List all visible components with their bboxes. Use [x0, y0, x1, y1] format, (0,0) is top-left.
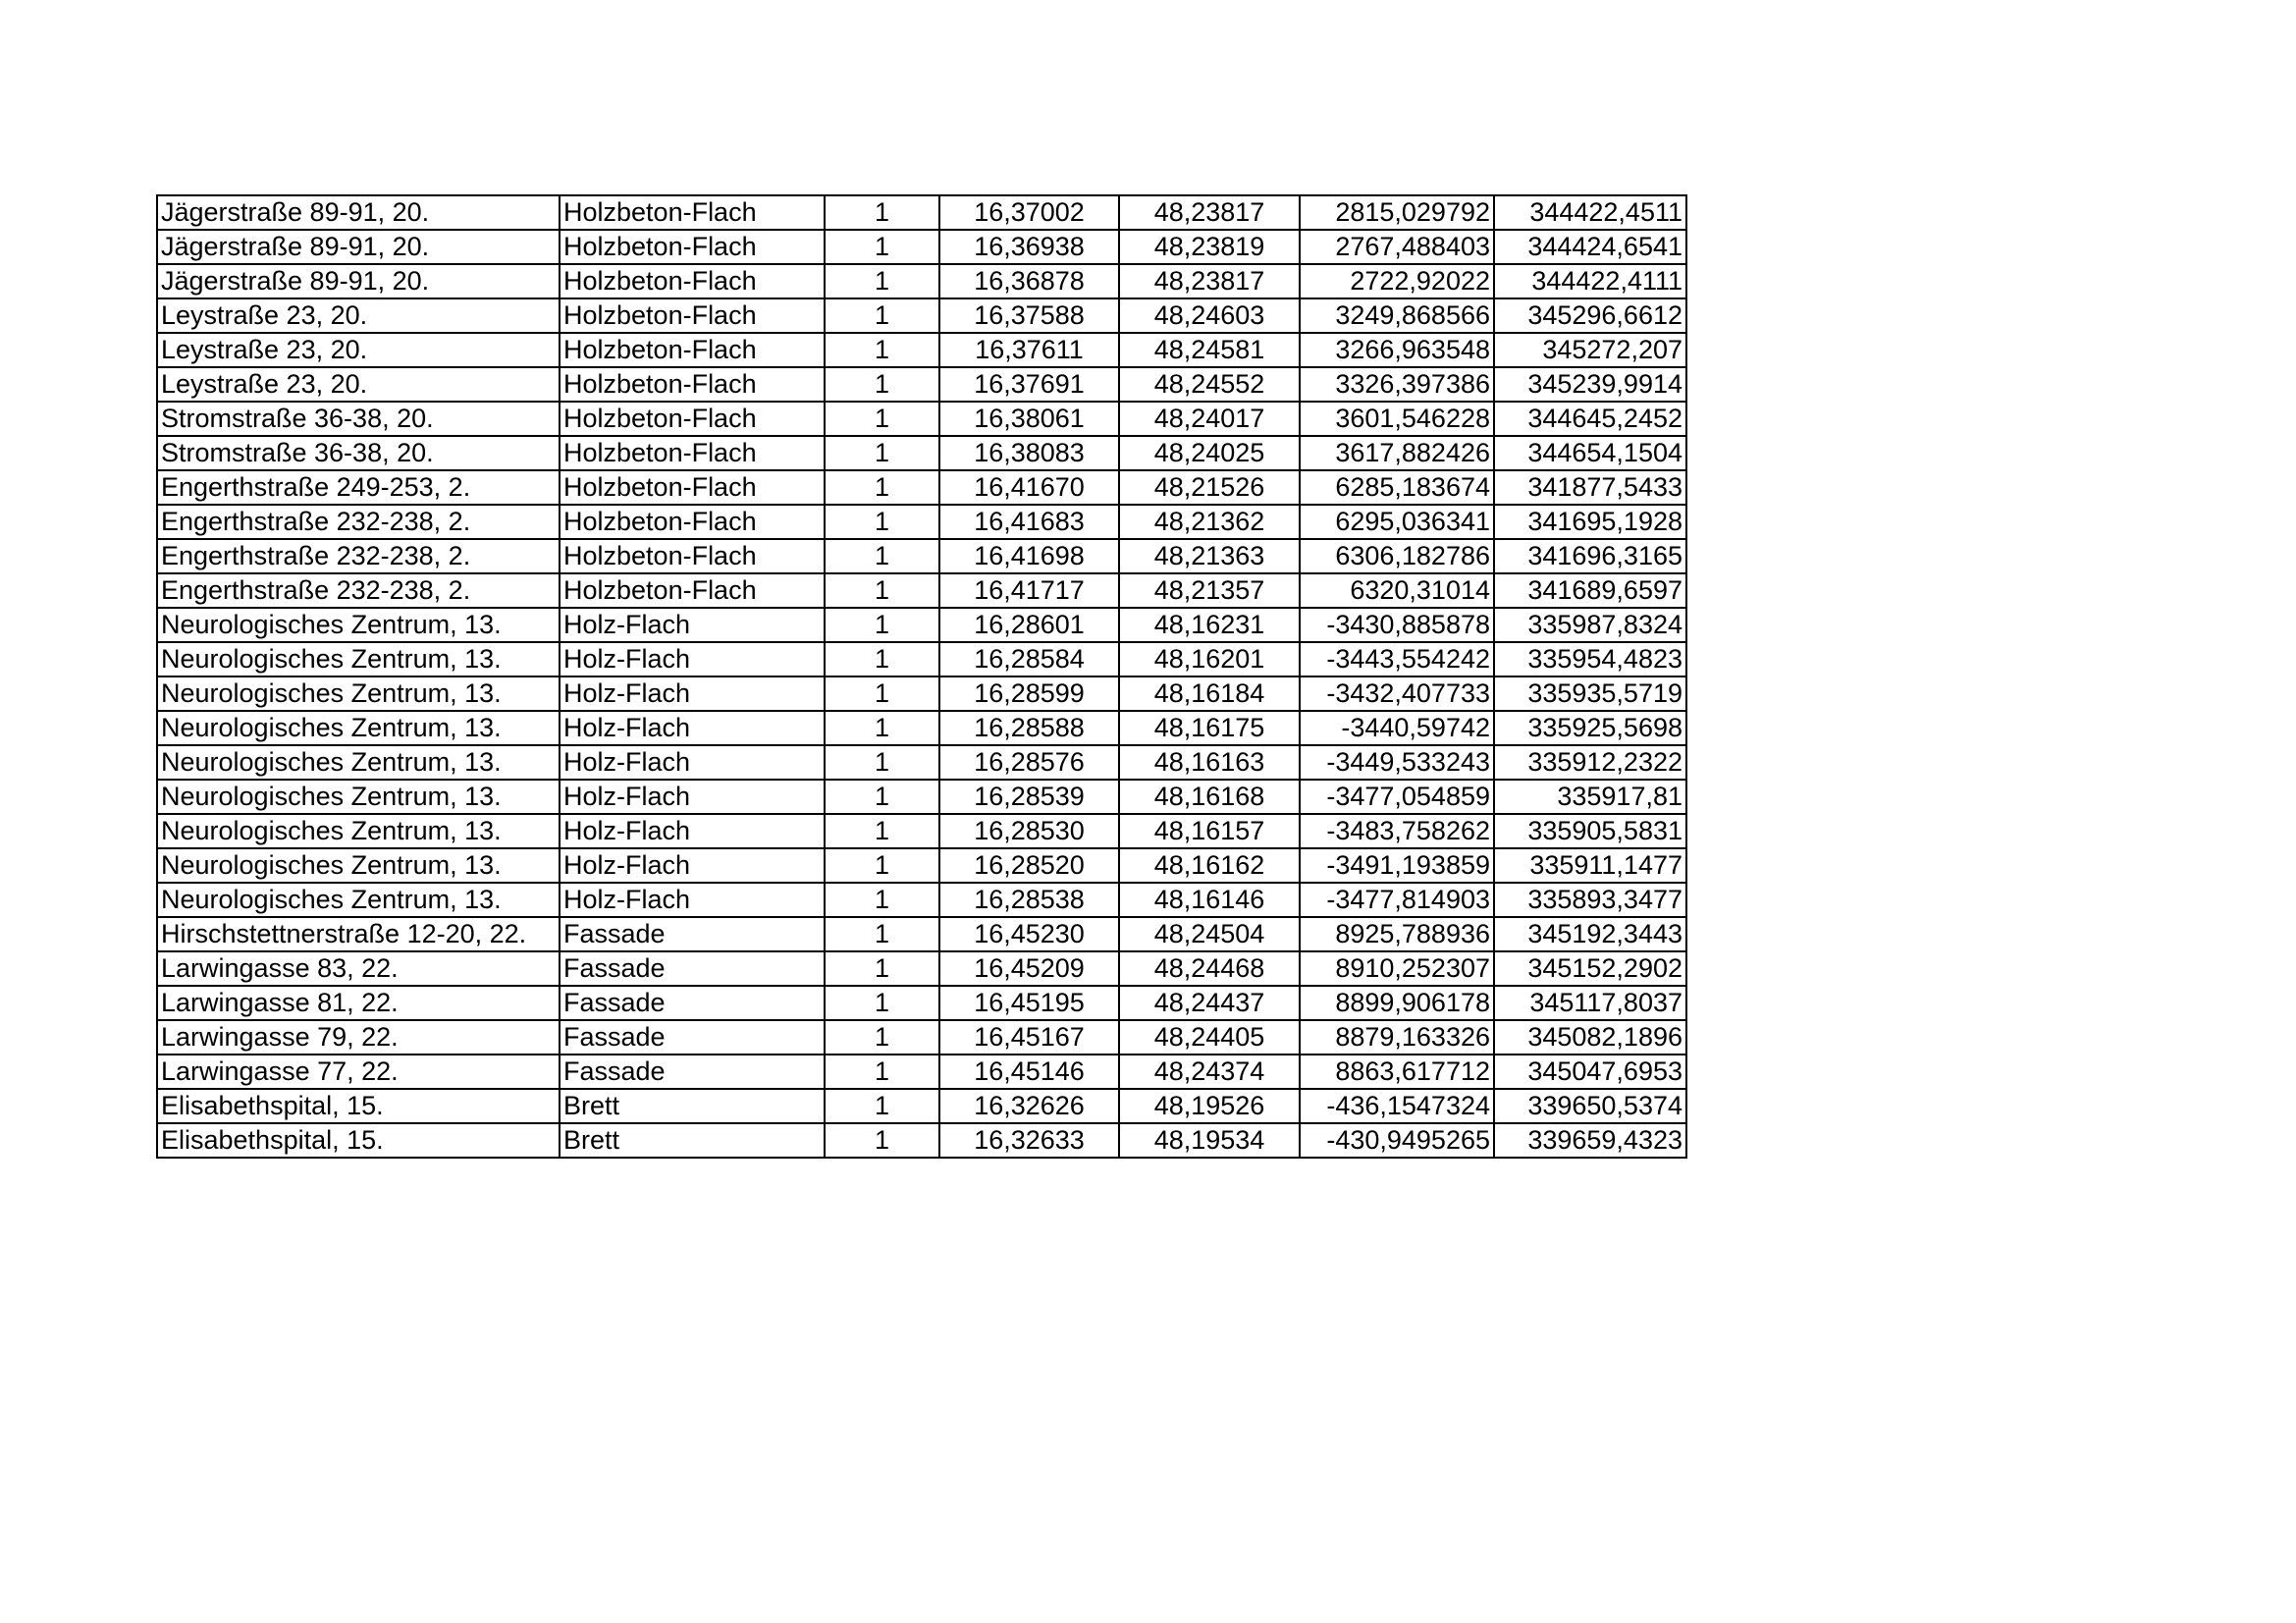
- count-cell: 1: [825, 814, 939, 848]
- material-cell: Holz-Flach: [560, 745, 825, 780]
- longitude-cell: 16,45230: [939, 917, 1119, 951]
- y-coordinate-cell: 335935,5719: [1494, 676, 1686, 711]
- y-coordinate-cell: 341695,1928: [1494, 505, 1686, 539]
- table-row: [157, 264, 1686, 298]
- longitude-cell: 16,38083: [939, 436, 1119, 470]
- longitude-cell: 16,37588: [939, 298, 1119, 333]
- y-coordinate-cell: 345239,9914: [1494, 367, 1686, 402]
- y-coordinate-cell: 341877,5433: [1494, 470, 1686, 505]
- x-coordinate-cell: -430,9495265: [1300, 1123, 1494, 1158]
- count-cell: 1: [825, 470, 939, 505]
- material-cell: Holzbeton-Flach: [560, 298, 825, 333]
- y-coordinate-cell: 345152,2902: [1494, 951, 1686, 986]
- table-row: [157, 848, 1686, 883]
- longitude-cell: 16,45209: [939, 951, 1119, 986]
- table-row: [157, 333, 1686, 367]
- y-coordinate-cell: 335917,81: [1494, 780, 1686, 814]
- y-coordinate-cell: 345272,207: [1494, 333, 1686, 367]
- y-coordinate-cell: 344645,2452: [1494, 402, 1686, 436]
- latitude-cell: 48,24552: [1119, 367, 1300, 402]
- latitude-cell: 48,16231: [1119, 608, 1300, 642]
- y-coordinate-cell: 345082,1896: [1494, 1020, 1686, 1055]
- x-coordinate-cell: -3440,59742: [1300, 711, 1494, 745]
- longitude-cell: 16,45146: [939, 1055, 1119, 1089]
- table-row: [157, 780, 1686, 814]
- longitude-cell: 16,36938: [939, 230, 1119, 264]
- y-coordinate-cell: 344422,4111: [1494, 264, 1686, 298]
- y-coordinate-cell: 335911,1477: [1494, 848, 1686, 883]
- address-cell: Neurologisches Zentrum, 13.: [157, 676, 560, 711]
- longitude-cell: 16,38061: [939, 402, 1119, 436]
- count-cell: 1: [825, 745, 939, 780]
- longitude-cell: 16,28530: [939, 814, 1119, 848]
- x-coordinate-cell: -3432,407733: [1300, 676, 1494, 711]
- material-cell: Holz-Flach: [560, 642, 825, 676]
- address-cell: Neurologisches Zentrum, 13.: [157, 848, 560, 883]
- table-row: [157, 608, 1686, 642]
- x-coordinate-cell: 6306,182786: [1300, 539, 1494, 573]
- count-cell: 1: [825, 608, 939, 642]
- table-row: [157, 505, 1686, 539]
- longitude-cell: 16,36878: [939, 264, 1119, 298]
- latitude-cell: 48,23817: [1119, 264, 1300, 298]
- y-coordinate-cell: 335987,8324: [1494, 608, 1686, 642]
- y-coordinate-cell: 345192,3443: [1494, 917, 1686, 951]
- longitude-cell: 16,28576: [939, 745, 1119, 780]
- latitude-cell: 48,16175: [1119, 711, 1300, 745]
- table-row: [157, 1055, 1686, 1089]
- x-coordinate-cell: 3249,868566: [1300, 298, 1494, 333]
- latitude-cell: 48,24603: [1119, 298, 1300, 333]
- material-cell: Fassade: [560, 986, 825, 1020]
- y-coordinate-cell: 345296,6612: [1494, 298, 1686, 333]
- y-coordinate-cell: 344424,6541: [1494, 230, 1686, 264]
- address-cell: Neurologisches Zentrum, 13.: [157, 745, 560, 780]
- longitude-cell: 16,37002: [939, 195, 1119, 230]
- x-coordinate-cell: 8899,906178: [1300, 986, 1494, 1020]
- latitude-cell: 48,23819: [1119, 230, 1300, 264]
- table-body: [157, 195, 1686, 1158]
- address-cell: Engerthstraße 249-253, 2.: [157, 470, 560, 505]
- latitude-cell: 48,16201: [1119, 642, 1300, 676]
- y-coordinate-cell: 335893,3477: [1494, 883, 1686, 917]
- y-coordinate-cell: 345117,8037: [1494, 986, 1686, 1020]
- longitude-cell: 16,41698: [939, 539, 1119, 573]
- longitude-cell: 16,41683: [939, 505, 1119, 539]
- table-row: [157, 436, 1686, 470]
- address-cell: Larwingasse 83, 22.: [157, 951, 560, 986]
- count-cell: 1: [825, 505, 939, 539]
- address-cell: Stromstraße 36-38, 20.: [157, 436, 560, 470]
- count-cell: 1: [825, 573, 939, 608]
- longitude-cell: 16,28539: [939, 780, 1119, 814]
- material-cell: Holzbeton-Flach: [560, 436, 825, 470]
- address-cell: Jägerstraße 89-91, 20.: [157, 195, 560, 230]
- count-cell: 1: [825, 1123, 939, 1158]
- latitude-cell: 48,24581: [1119, 333, 1300, 367]
- x-coordinate-cell: 3601,546228: [1300, 402, 1494, 436]
- longitude-cell: 16,28599: [939, 676, 1119, 711]
- x-coordinate-cell: 2767,488403: [1300, 230, 1494, 264]
- material-cell: Brett: [560, 1123, 825, 1158]
- material-cell: Holzbeton-Flach: [560, 333, 825, 367]
- address-cell: Leystraße 23, 20.: [157, 333, 560, 367]
- material-cell: Holzbeton-Flach: [560, 367, 825, 402]
- table-row: [157, 470, 1686, 505]
- latitude-cell: 48,19526: [1119, 1089, 1300, 1123]
- count-cell: 1: [825, 883, 939, 917]
- x-coordinate-cell: 8910,252307: [1300, 951, 1494, 986]
- material-cell: Holzbeton-Flach: [560, 402, 825, 436]
- material-cell: Holzbeton-Flach: [560, 573, 825, 608]
- longitude-cell: 16,28538: [939, 883, 1119, 917]
- address-cell: Hirschstettnerstraße 12-20, 22.: [157, 917, 560, 951]
- latitude-cell: 48,24025: [1119, 436, 1300, 470]
- material-cell: Fassade: [560, 951, 825, 986]
- y-coordinate-cell: 335925,5698: [1494, 711, 1686, 745]
- data-table: [156, 194, 1687, 1159]
- x-coordinate-cell: -3443,554242: [1300, 642, 1494, 676]
- table-row: [157, 642, 1686, 676]
- latitude-cell: 48,23817: [1119, 195, 1300, 230]
- count-cell: 1: [825, 436, 939, 470]
- latitude-cell: 48,19534: [1119, 1123, 1300, 1158]
- latitude-cell: 48,16184: [1119, 676, 1300, 711]
- longitude-cell: 16,37691: [939, 367, 1119, 402]
- latitude-cell: 48,16146: [1119, 883, 1300, 917]
- longitude-cell: 16,45195: [939, 986, 1119, 1020]
- longitude-cell: 16,41717: [939, 573, 1119, 608]
- material-cell: Fassade: [560, 1020, 825, 1055]
- address-cell: Neurologisches Zentrum, 13.: [157, 814, 560, 848]
- table-row: [157, 1020, 1686, 1055]
- address-cell: Neurologisches Zentrum, 13.: [157, 642, 560, 676]
- longitude-cell: 16,28584: [939, 642, 1119, 676]
- address-cell: Leystraße 23, 20.: [157, 367, 560, 402]
- x-coordinate-cell: -3483,758262: [1300, 814, 1494, 848]
- address-cell: Engerthstraße 232-238, 2.: [157, 573, 560, 608]
- address-cell: Elisabethspital, 15.: [157, 1089, 560, 1123]
- latitude-cell: 48,16168: [1119, 780, 1300, 814]
- count-cell: 1: [825, 230, 939, 264]
- latitude-cell: 48,21526: [1119, 470, 1300, 505]
- count-cell: 1: [825, 917, 939, 951]
- material-cell: Holz-Flach: [560, 883, 825, 917]
- longitude-cell: 16,37611: [939, 333, 1119, 367]
- latitude-cell: 48,24437: [1119, 986, 1300, 1020]
- table-row: [157, 745, 1686, 780]
- count-cell: 1: [825, 264, 939, 298]
- longitude-cell: 16,28520: [939, 848, 1119, 883]
- count-cell: 1: [825, 986, 939, 1020]
- address-cell: Engerthstraße 232-238, 2.: [157, 539, 560, 573]
- address-cell: Larwingasse 81, 22.: [157, 986, 560, 1020]
- address-cell: Larwingasse 77, 22.: [157, 1055, 560, 1089]
- table-row: [157, 402, 1686, 436]
- x-coordinate-cell: 6320,31014: [1300, 573, 1494, 608]
- longitude-cell: 16,32626: [939, 1089, 1119, 1123]
- address-cell: Neurologisches Zentrum, 13.: [157, 780, 560, 814]
- table-row: [157, 298, 1686, 333]
- material-cell: Holzbeton-Flach: [560, 230, 825, 264]
- table-row: [157, 230, 1686, 264]
- material-cell: Holz-Flach: [560, 848, 825, 883]
- count-cell: 1: [825, 298, 939, 333]
- x-coordinate-cell: 8879,163326: [1300, 1020, 1494, 1055]
- table-row: [157, 711, 1686, 745]
- address-cell: Neurologisches Zentrum, 13.: [157, 883, 560, 917]
- count-cell: 1: [825, 848, 939, 883]
- count-cell: 1: [825, 195, 939, 230]
- longitude-cell: 16,45167: [939, 1020, 1119, 1055]
- material-cell: Brett: [560, 1089, 825, 1123]
- latitude-cell: 48,24374: [1119, 1055, 1300, 1089]
- material-cell: Holzbeton-Flach: [560, 505, 825, 539]
- longitude-cell: 16,32633: [939, 1123, 1119, 1158]
- address-cell: Leystraße 23, 20.: [157, 298, 560, 333]
- count-cell: 1: [825, 367, 939, 402]
- y-coordinate-cell: 344654,1504: [1494, 436, 1686, 470]
- count-cell: 1: [825, 333, 939, 367]
- x-coordinate-cell: -436,1547324: [1300, 1089, 1494, 1123]
- table-row: [157, 367, 1686, 402]
- address-cell: Neurologisches Zentrum, 13.: [157, 608, 560, 642]
- table-row: [157, 573, 1686, 608]
- address-cell: Larwingasse 79, 22.: [157, 1020, 560, 1055]
- table-row: [157, 1089, 1686, 1123]
- x-coordinate-cell: -3449,533243: [1300, 745, 1494, 780]
- material-cell: Holz-Flach: [560, 814, 825, 848]
- table-row: [157, 195, 1686, 230]
- y-coordinate-cell: 345047,6953: [1494, 1055, 1686, 1089]
- address-cell: Jägerstraße 89-91, 20.: [157, 264, 560, 298]
- count-cell: 1: [825, 676, 939, 711]
- latitude-cell: 48,24468: [1119, 951, 1300, 986]
- address-cell: Stromstraße 36-38, 20.: [157, 402, 560, 436]
- latitude-cell: 48,16163: [1119, 745, 1300, 780]
- table-row: [157, 883, 1686, 917]
- longitude-cell: 16,28601: [939, 608, 1119, 642]
- latitude-cell: 48,24504: [1119, 917, 1300, 951]
- longitude-cell: 16,28588: [939, 711, 1119, 745]
- y-coordinate-cell: 335905,5831: [1494, 814, 1686, 848]
- y-coordinate-cell: 339650,5374: [1494, 1089, 1686, 1123]
- count-cell: 1: [825, 402, 939, 436]
- address-cell: Engerthstraße 232-238, 2.: [157, 505, 560, 539]
- latitude-cell: 48,16157: [1119, 814, 1300, 848]
- table-row: [157, 539, 1686, 573]
- y-coordinate-cell: 341689,6597: [1494, 573, 1686, 608]
- count-cell: 1: [825, 642, 939, 676]
- count-cell: 1: [825, 780, 939, 814]
- material-cell: Holz-Flach: [560, 676, 825, 711]
- material-cell: Holz-Flach: [560, 711, 825, 745]
- x-coordinate-cell: 2815,029792: [1300, 195, 1494, 230]
- table-row: [157, 676, 1686, 711]
- latitude-cell: 48,21363: [1119, 539, 1300, 573]
- x-coordinate-cell: 3266,963548: [1300, 333, 1494, 367]
- table-row: [157, 951, 1686, 986]
- table-row: [157, 1123, 1686, 1158]
- material-cell: Fassade: [560, 917, 825, 951]
- x-coordinate-cell: 8863,617712: [1300, 1055, 1494, 1089]
- x-coordinate-cell: -3430,885878: [1300, 608, 1494, 642]
- address-cell: Elisabethspital, 15.: [157, 1123, 560, 1158]
- y-coordinate-cell: 344422,4511: [1494, 195, 1686, 230]
- table-row: [157, 814, 1686, 848]
- count-cell: 1: [825, 1020, 939, 1055]
- latitude-cell: 48,24017: [1119, 402, 1300, 436]
- material-cell: Holz-Flach: [560, 780, 825, 814]
- count-cell: 1: [825, 539, 939, 573]
- material-cell: Holzbeton-Flach: [560, 470, 825, 505]
- x-coordinate-cell: 6285,183674: [1300, 470, 1494, 505]
- table-row: [157, 917, 1686, 951]
- address-cell: Jägerstraße 89-91, 20.: [157, 230, 560, 264]
- count-cell: 1: [825, 711, 939, 745]
- x-coordinate-cell: -3477,814903: [1300, 883, 1494, 917]
- longitude-cell: 16,41670: [939, 470, 1119, 505]
- y-coordinate-cell: 335912,2322: [1494, 745, 1686, 780]
- latitude-cell: 48,24405: [1119, 1020, 1300, 1055]
- address-cell: Neurologisches Zentrum, 13.: [157, 711, 560, 745]
- y-coordinate-cell: 339659,4323: [1494, 1123, 1686, 1158]
- material-cell: Holzbeton-Flach: [560, 264, 825, 298]
- x-coordinate-cell: 6295,036341: [1300, 505, 1494, 539]
- material-cell: Holz-Flach: [560, 608, 825, 642]
- material-cell: Holzbeton-Flach: [560, 539, 825, 573]
- latitude-cell: 48,16162: [1119, 848, 1300, 883]
- x-coordinate-cell: 8925,788936: [1300, 917, 1494, 951]
- material-cell: Fassade: [560, 1055, 825, 1089]
- y-coordinate-cell: 335954,4823: [1494, 642, 1686, 676]
- material-cell: Holzbeton-Flach: [560, 195, 825, 230]
- count-cell: 1: [825, 951, 939, 986]
- count-cell: 1: [825, 1055, 939, 1089]
- x-coordinate-cell: -3491,193859: [1300, 848, 1494, 883]
- latitude-cell: 48,21357: [1119, 573, 1300, 608]
- latitude-cell: 48,21362: [1119, 505, 1300, 539]
- x-coordinate-cell: 2722,92022: [1300, 264, 1494, 298]
- x-coordinate-cell: 3617,882426: [1300, 436, 1494, 470]
- x-coordinate-cell: -3477,054859: [1300, 780, 1494, 814]
- table-row: [157, 986, 1686, 1020]
- count-cell: 1: [825, 1089, 939, 1123]
- x-coordinate-cell: 3326,397386: [1300, 367, 1494, 402]
- y-coordinate-cell: 341696,3165: [1494, 539, 1686, 573]
